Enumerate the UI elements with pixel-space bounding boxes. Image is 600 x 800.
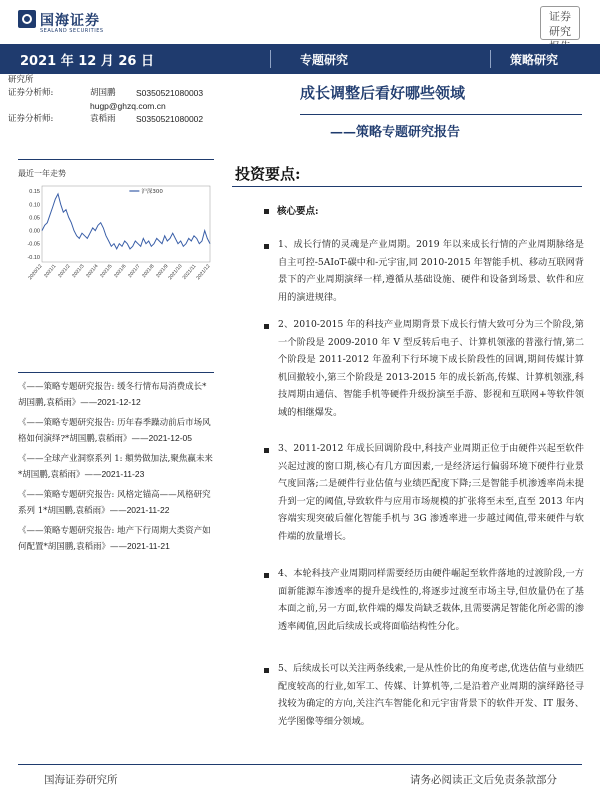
- report-seal: [540, 6, 580, 40]
- footer-institute: 国海证券研究所: [44, 774, 118, 786]
- x-tick-label: 2021/6: [113, 263, 128, 280]
- plot-frame: [42, 186, 210, 262]
- sidebar-divider: [18, 372, 214, 373]
- divider: [490, 50, 491, 68]
- logo-text: 国海证券: [40, 13, 100, 29]
- sidebar-divider: [18, 159, 214, 160]
- x-tick-label: 2021/4: [85, 263, 100, 280]
- report-date: 2021 年 12 月 26 日: [20, 54, 154, 69]
- x-tick-label: 2021/5: [99, 263, 114, 280]
- x-tick-label: 2021/3: [71, 263, 86, 280]
- x-tick-label: 2021/1: [43, 263, 58, 280]
- section-title: 投资要点:: [235, 165, 301, 183]
- y-tick-label: -0.05: [27, 241, 40, 248]
- key-point-1: 1、成长行情的灵魂是产业周期。2019 年以来成长行情的产业周期脉络是自主可控-5AIoT-碳中和-元宇宙,同 2010-2015 年智能手机、移动互联网背景下的产业周期演绎一样,遵循从基础设施、硬件和设备到场景、软件和应用的演进规律。: [278, 239, 584, 303]
- bullet-icon: [264, 244, 269, 249]
- bullet-icon: [264, 324, 269, 329]
- key-point-2: 2、2010-2015 年的科技产业周期背景下成长行情大致可分为三个阶段,第一个阶段是 2009-2010 年 V 型反转后电子、计算机领涨的普涨行情,第二个阶段是 2011-2012 年盈利下行环境下成长阶段性的回调,期间传媒计算机回撤较小,第三个阶段是 2013-2015 年的成长新高,传媒、计算机领涨,科技周期由通信、智能手机等硬件升级扮演至手游、影视和互联网+等软件领域的相继爆发。: [278, 319, 584, 418]
- bullet-icon: [264, 448, 269, 453]
- analyst-code: S0350521080003: [136, 88, 204, 98]
- related-report-text[interactable]: 《——全球产业洞察系列 1: 頫势做加法,聚焦赢未来*胡国鹏,袁稻雨》——: [18, 454, 213, 480]
- related-report-text[interactable]: 《——策略专题研究报告: 历年春季躁动前后市场风格如何演绎?*胡国鹏,袁稻雨》——: [18, 418, 211, 444]
- trend-chart: [18, 180, 216, 288]
- header-bar: [0, 44, 600, 74]
- related-report-date: 2021-11-23: [101, 469, 145, 479]
- y-tick-label: 0.15: [29, 189, 40, 196]
- related-report-date: 2021-11-22: [126, 505, 170, 515]
- footer-divider: [18, 764, 582, 765]
- y-tick-label: 0.05: [29, 215, 40, 222]
- bullet-icon: [264, 668, 269, 673]
- analyst-role: 证券分析师:: [8, 114, 54, 124]
- analyst-email[interactable]: hugp@ghzq.com.cn: [90, 101, 166, 111]
- logo-icon: [18, 10, 36, 28]
- x-tick-label: 2021/7: [127, 263, 142, 280]
- related-report-date: 2021-12-12: [97, 397, 141, 407]
- related-reports: [18, 380, 214, 555]
- x-tick-label: 2020/12: [27, 263, 44, 282]
- related-report-text[interactable]: 《——策略专题研究报告: 地产下行周期大类资产如何配置*胡国鹏,袁稻雨》——: [18, 526, 211, 552]
- x-tick-label: 2021/2: [57, 263, 72, 280]
- x-tick-label: 2021/12: [195, 263, 212, 282]
- y-tick-label: 0.00: [29, 228, 40, 235]
- bullet-icon: [264, 209, 269, 214]
- x-tick-label: 2021/9: [155, 263, 170, 280]
- institute-label: 研究所: [8, 75, 34, 85]
- core-points-label: 核心要点:: [277, 206, 319, 217]
- analyst-code: S0350521080002: [136, 114, 204, 124]
- bullet-icon: [264, 573, 269, 578]
- section-divider: [232, 186, 582, 187]
- analyst-name: 袁稻雨: [90, 114, 116, 124]
- related-report-date: 2021-11-21: [126, 541, 170, 551]
- footer-disclaimer[interactable]: 请务必阅读正文后免责条款部分: [410, 774, 557, 786]
- related-report-text[interactable]: 《——策略专题研究报告: 缓冬行情布局消费成长*胡国鹏,袁稻雨》——: [18, 382, 207, 408]
- report-subtitle: ——策略专题研究报告: [330, 125, 461, 140]
- y-tick-label: 0.10: [29, 202, 40, 209]
- x-tick-label: 2021/8: [141, 263, 156, 280]
- report-category: 策略研究: [510, 53, 559, 67]
- series-line-hs300: [42, 194, 210, 249]
- title-divider: [300, 114, 582, 115]
- analyst-name: 胡国鹏: [90, 88, 116, 98]
- seal-text: 证券研究: [549, 10, 571, 38]
- y-tick-label: -0.10: [27, 254, 40, 261]
- legend-label: 沪深300: [141, 189, 163, 195]
- logo-subtitle: SEALAND SECURITIES: [40, 28, 104, 34]
- chart-label: 最近一年走势: [18, 169, 66, 178]
- related-report-text[interactable]: 《——策略专题研究报告: 风格定锚高——风格研究系列 1*胡国鹏,袁稻雨》——: [18, 490, 211, 516]
- report-type: 专题研究: [300, 53, 349, 67]
- x-tick-label: 2021/10: [167, 263, 184, 282]
- key-point-3: 3、2011-2012 年成长回调阶段中,科技产业周期正位于由硬件兴起至软件兴起过渡的窗口期,核心有几方面因素,一是经济运行偏弱环境下硬件行业景气度回落;二是硬件行业估值与业绩匹配度下降;三是智能手机渗透率尚未提升到一定的阈值,导致软件与应用市场规模的扩张将至未至,直至 2013 年内容端实现突破后催化智能手机与 3G 渗透率进一步越过阈值,带来硬件与软件端的放量增长。: [278, 443, 584, 542]
- x-tick-label: 2021/11: [181, 263, 198, 281]
- report-title: 成长调整后看好哪些领域: [300, 84, 466, 102]
- analyst-role: 证券分析师:: [8, 88, 54, 98]
- divider: [270, 50, 271, 68]
- key-point-4: 4、本轮科技产业周期同样需要经历由硬件崛起至软件落地的过渡阶段,一方面新能源车渗透率的提升是线性的,将逐步过渡至市场主导,但放量仍在了基本面之前,另一方面,软件端的爆发尚缺乏载体,且需要满足智能化所必需的渗透率阈值,因此后续成长或将面临结构性分化。: [278, 568, 584, 632]
- key-point-5: 5、后续成长可以关注两条线索,一是从性价比的角度考虑,优选估值与业绩匹配度较高的行业,如军工、传媒、计算机等,二是沿着产业周期的演绎路径寻找较为确定的方向,关注汽车智能化和元宇宙背景下的软件开发、IT 服务、光学图像等细分领域。: [278, 663, 584, 727]
- related-report-date: 2021-12-05: [148, 433, 192, 443]
